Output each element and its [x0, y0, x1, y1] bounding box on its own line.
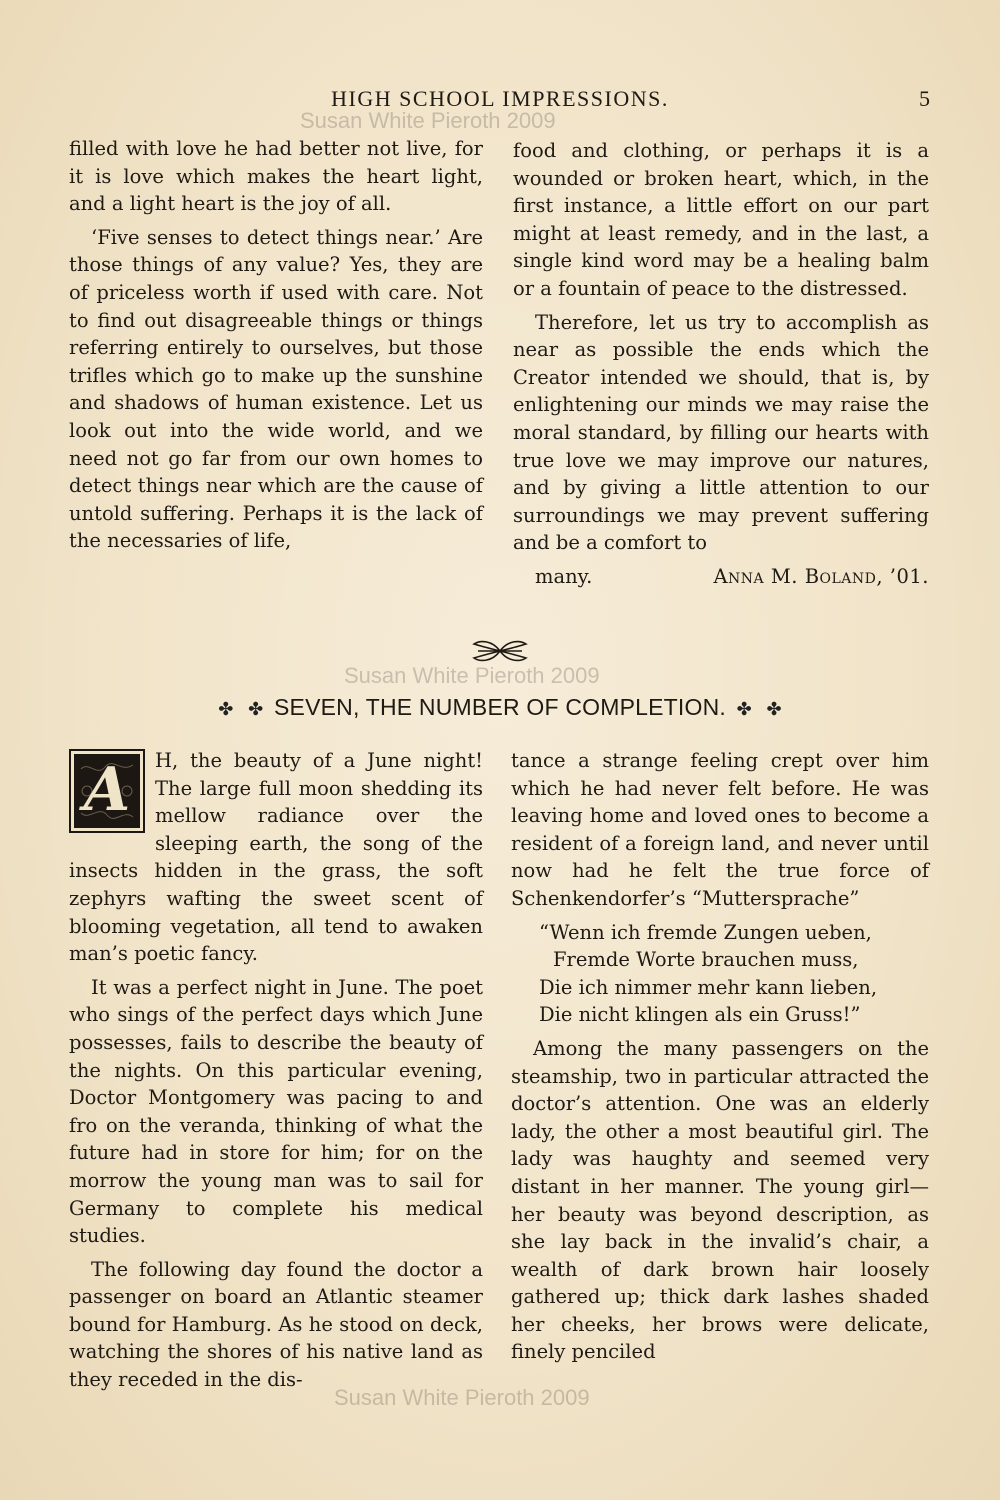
- fleuron-icon: ✤: [218, 699, 234, 719]
- watermark: Susan White Pieroth 2009: [334, 1385, 590, 1410]
- page-number: 5: [919, 86, 930, 111]
- article-column-top-left: [69, 135, 483, 555]
- fleuron-icon: ✤: [766, 699, 782, 719]
- paragraph: Therefore, let us try to accomplish as near as possible the ends which the Creator intended we should, that is, by enlightening our minds we may raise the moral standard, by filling our hearts with true love we may improve our natures, and by giving a little attention to our surroundings we may prevent suffering and be a comfort to: [513, 310, 929, 555]
- section-heading: [0, 694, 1000, 721]
- paragraph: ‘Five senses to detect things near.’ Are those things of any value? Yes, they are of priceless worth if used with care. Not to find out disagreeable things or things referring entirely to ourselves, but those trifles which go to make up the sunshine and shadows of human existence. Let us look out into the wide world, and we need not go far from our own homes to detect things near which are the cause of untold suffering. Perhaps it is the lack of the necessaries of life,: [69, 225, 483, 553]
- watermark: Susan White Pieroth 2009: [344, 663, 600, 688]
- signature-line: [513, 563, 929, 591]
- paragraph: It was a perfect night in June. The poet who sings of the perfect days which June possesses, fails to describe the beauty of the nights. On this particular evening, Doctor Montgomery was pacing to and fro on the veranda, thinking of what the future had in store for him; for on the morrow the young man was to sail for Germany to complete his medical studies.: [69, 975, 483, 1248]
- drop-cap-letter: A: [83, 755, 131, 825]
- closing-word: many.: [535, 564, 593, 588]
- opening-paragraph: [69, 747, 483, 968]
- running-title: HIGH SCHOOL IMPRESSIONS.: [331, 86, 669, 111]
- paragraph-text: H, the beauty of a June night! The large full moon shedding its mellow radiance over the sleeping earth, the song of the insects hidden in the grass, the soft zephyrs wafting the sweet scent of blooming vegetation, all tend to awaken man’s poetic fancy.: [69, 749, 483, 966]
- watermark: Susan White Pieroth 2009: [300, 108, 556, 133]
- story-column-left: [69, 747, 483, 1394]
- article-column-top-right: [513, 137, 929, 591]
- paragraph: Among the many passengers on the steamship, two in particular attracted the doctor’s attention. One was an elderly lady, the other a most beautiful girl. The lady was haughty and seemed very distant in her manner. The young girl—her beauty was beyond description, as she lay back in the invalid’s chair, a wealth of dark brown hair loosely gathered up; thick dark lashes shaded her cheeks, her brows were delicate, finely penciled: [511, 1036, 929, 1364]
- ornament-divider-icon: [470, 636, 530, 666]
- paragraph: food and clothing, or perhaps it is a wounded or broken heart, which, in the first instance, a little effort on our part might at least remedy, and in the last, a single kind word may be a healing balm or a fountain of peace to the distressed.: [513, 139, 929, 300]
- poem-line: Die nicht klingen als ein Gruss!”: [539, 1003, 861, 1027]
- paragraph: The following day found the doctor a passenger on board an Atlantic steamer bound for Hamburg. As he stood on deck, watching the shores of his native land as they receded in the dis-: [69, 1257, 483, 1392]
- fleuron-icon: ✤: [248, 699, 264, 719]
- fleuron-icon: ✤: [736, 699, 752, 719]
- poem-quote: [511, 919, 929, 1029]
- story-column-right: [511, 747, 929, 1366]
- drop-cap: [69, 749, 145, 833]
- author-signature: Anna M. Boland, ’01.: [713, 564, 929, 588]
- paragraph: tance a strange feeling crept over him which he had never felt before. He was leaving home and loved ones to become a resident of a foreign land, and never until now had he felt the true force of Schenkendorfer’s “Muttersprache”: [511, 749, 929, 910]
- poem-line: “Wenn ich fremde Zungen ueben,: [539, 920, 872, 944]
- poem-line: Die ich nimmer mehr kann lieben,: [539, 975, 878, 999]
- poem-line: Fremde Worte brauchen muss,: [553, 948, 859, 972]
- paragraph: filled with love he had better not live, for it is love which makes the heart light, and a light heart is the joy of all.: [69, 137, 483, 216]
- section-title: SEVEN, THE NUMBER OF COMPLETION.: [274, 694, 726, 720]
